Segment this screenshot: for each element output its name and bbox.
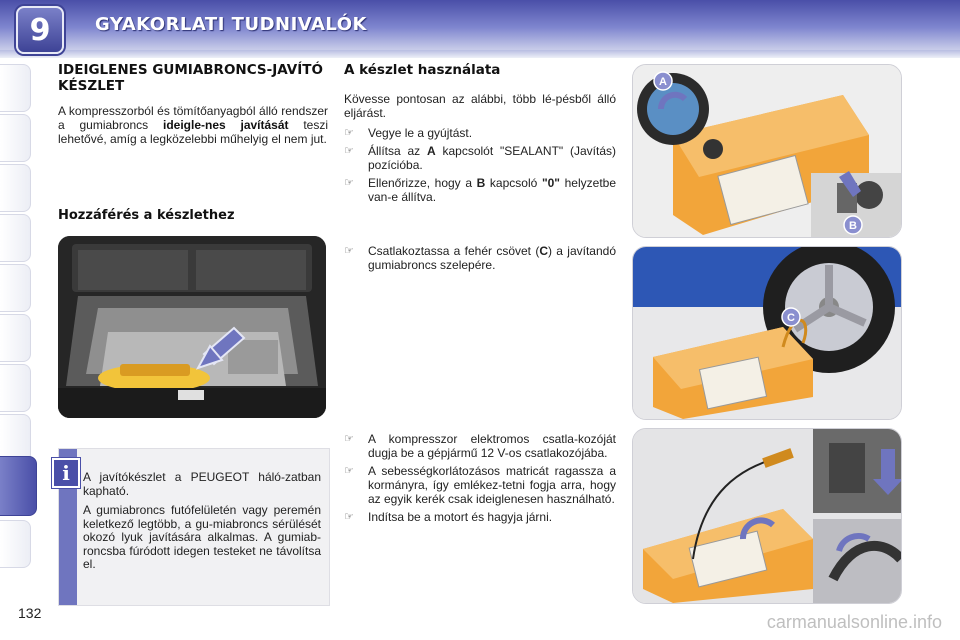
step-connect-hose <box>344 244 616 272</box>
bullet-icon: ☞ <box>344 432 354 445</box>
step-text: Ellenőrizze, hogy a <box>368 176 477 190</box>
step-text: Vegye le a gyújtást. <box>368 126 473 140</box>
compressor-drawing <box>633 65 901 237</box>
bullet-icon: ☞ <box>344 126 354 139</box>
chapter-tab[interactable] <box>0 114 31 162</box>
bullet-icon: ☞ <box>344 464 354 477</box>
trunk-drawing <box>58 236 326 418</box>
info-icon: i <box>52 458 80 488</box>
access-heading: Hozzáférés a készlethez <box>58 208 235 223</box>
socket-sticker-illustration <box>632 428 902 604</box>
step-bold: C <box>539 244 548 258</box>
info-box-text <box>83 471 321 578</box>
chapter-tab[interactable] <box>0 520 31 568</box>
step-text-mid: kapcsoló <box>485 176 542 190</box>
chapter-tab[interactable] <box>0 164 31 212</box>
usage-intro: Kövesse pontosan az alábbi, több lé-pésből álló eljárást. <box>344 92 616 120</box>
tire-hose-illustration <box>632 246 902 420</box>
section-title: IDEIGLENES GUMIABRONCS-JAVÍTÓ KÉSZLET <box>58 62 323 94</box>
bullet-icon: ☞ <box>344 244 354 257</box>
bullet-icon: ☞ <box>344 176 354 189</box>
step-switch-b <box>344 176 616 204</box>
page-number: 132 <box>18 605 42 621</box>
step-bold: A <box>426 144 436 158</box>
step-text: A kompresszor elektromos csatla-kozóját dugja be a gépjármű 12 V-os csatlakozójába. <box>368 432 616 460</box>
step-text: Állítsa az <box>368 144 427 158</box>
bullet-icon: ☞ <box>344 144 354 157</box>
usage-heading: A készlet használata <box>344 62 501 78</box>
step-ignition-off <box>344 126 616 140</box>
chapter-number-badge: 9 <box>16 6 64 54</box>
socket-drawing <box>633 429 901 603</box>
chapter-tab[interactable] <box>0 414 31 462</box>
step-bold-2: "0" <box>541 176 560 190</box>
step-text: A sebességkorlátozásos matricát ragassza a kormányra, így emlékez-tetni fogja arra, hogy az egyik kerék csak ideiglenesen használható. <box>368 464 616 506</box>
left-column <box>58 62 328 146</box>
step-start-engine <box>344 510 616 524</box>
steps-group-3 <box>344 432 616 528</box>
info-box <box>58 448 330 606</box>
steps-group-2 <box>344 244 616 276</box>
step-bold: B <box>476 176 486 190</box>
step-text: Indítsa be a motort és hagyja járni. <box>368 510 553 524</box>
info-paragraph-2: A gumiabroncs futófelületén vagy peremén keletkező legtöbb, a gu-miabroncs sérülését okozó lyuk javítására alkalmas. A gumiab-roncsba fúródott idegen testeket ne távolítsa el. <box>83 503 321 571</box>
chapter-tab[interactable] <box>0 214 31 262</box>
header-stripe <box>0 50 960 58</box>
intro-text-end: teszi lehetővé, amíg a legközelebbi műhelyig el nem jut. <box>58 118 329 146</box>
tire-drawing <box>633 247 901 419</box>
right-column <box>344 62 616 208</box>
step-text-end: kapcsolót "SEALANT" (Javítás) pozícióba. <box>368 144 616 172</box>
intro-text: A kompresszorból és tömítőanyagból álló rendszer a gumiabroncs <box>58 104 328 132</box>
info-paragraph-1: A javítókészlet a PEUGEOT háló-zatban kapható. <box>83 470 321 498</box>
callout-a: A <box>659 76 667 88</box>
chapter-tab[interactable] <box>0 314 31 362</box>
chapter-tab[interactable] <box>0 64 31 112</box>
step-sticker <box>344 464 616 506</box>
step-text-end: ) a javítandó gumiabroncs szelepére. <box>368 244 616 272</box>
chapter-tab[interactable] <box>0 264 31 312</box>
step-plug-in <box>344 432 616 460</box>
step-text: Csatlakoztassa a fehér csövet ( <box>368 244 540 258</box>
intro-paragraph <box>58 104 328 146</box>
bullet-icon: ☞ <box>344 510 354 523</box>
steps-group-1 <box>344 126 616 204</box>
page-title: GYAKORLATI TUDNIVALÓK <box>95 14 367 35</box>
compressor-switches-illustration <box>632 64 902 238</box>
chapter-tab-active[interactable] <box>0 456 37 516</box>
callout-b: B <box>849 220 857 232</box>
step-text-end: helyzetbe van-e állítva. <box>368 176 617 204</box>
chapter-tab[interactable] <box>0 364 31 412</box>
trunk-illustration <box>58 236 326 418</box>
step-switch-a <box>344 144 616 172</box>
callout-c: C <box>787 312 795 324</box>
watermark: carmanualsonline.info <box>766 612 942 632</box>
intro-bold: ideigle-nes javítását <box>163 118 289 132</box>
chapter-tabs <box>0 64 38 584</box>
